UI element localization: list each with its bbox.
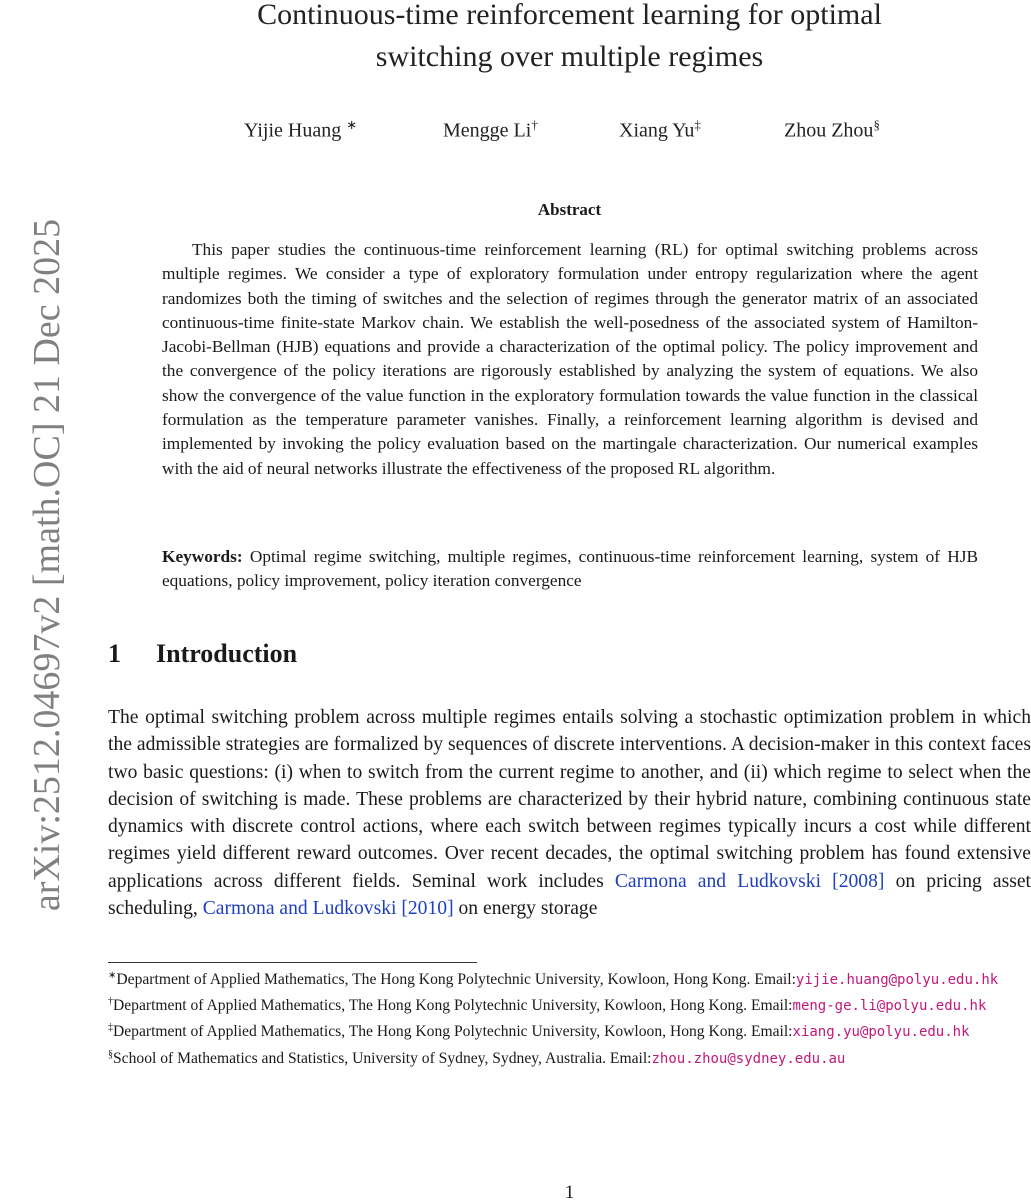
author-1-mark: ∗ (346, 117, 358, 132)
abstract-text: This paper studies the continuous-time reinforcement learning (RL) for optimal switching problems across multiple regimes. We consider a type of exploratory formulation under entropy regularization where the agent randomizes both the timing of switches and the selection of regimes through the generator matrix of an associated continuous-time finite-state Markov chain. We establish the well-posedness of the associated system of Hamilton-Jacobi-Bellman (HJB) equations and provide a characterization of the optimal policy. The policy improvement and the convergence of the policy iterations are rigorously established by analyzing the system of equations. We also show the convergence of the value function in the exploratory formulation towards the value function in the classical formulation as the temperature parameter vanishes. Finally, a reinforcement learning algorithm is devised and implemented by invoking the policy evaluation based on the martingale characterization. Our numerical examples with the aid of neural networks illustrate the effectiveness of the proposed RL algorithm. (162, 240, 978, 478)
citation-link-2[interactable]: Carmona and Ludkovski [2010] (202, 898, 454, 920)
author-2: Mengge Li† (443, 117, 538, 142)
footnote-2: †Department of Applied Mathematics, The Hong Kong Polytechnic University, Kowloon, Hong Kong. Email:meng-ge.li@polyu.edu.hk (108, 996, 987, 1015)
footnote-3: ‡Department of Applied Mathematics, The Hong Kong Polytechnic University, Kowloon, Hong Kong. Email:xiang.yu@polyu.edu.hk (108, 1022, 970, 1041)
paper-title (108, 0, 1031, 78)
page-number: 1 (564, 1182, 575, 1203)
keywords-label: Keywords: (162, 547, 243, 566)
footnotes (108, 965, 1031, 1070)
author-1: Yijie Huang ∗ (244, 117, 358, 142)
keywords (162, 545, 978, 593)
email-link-1[interactable]: yijie.huang@polyu.edu.hk (795, 972, 999, 989)
footnote-1: ∗Department of Applied Mathematics, The Hong Kong Polytechnic University, Kowloon, Hong Kong. Email:yijie.huang@polyu.edu.hk (108, 970, 999, 989)
section-number: 1 (108, 639, 121, 668)
author-3-mark: ‡ (694, 117, 701, 132)
abstract-heading: Abstract (537, 200, 602, 219)
author-2-mark: † (531, 117, 538, 132)
author-3: Xiang Yu‡ (619, 117, 701, 142)
section-title: Introduction (156, 639, 298, 668)
author-4: Zhou Zhou§ (784, 117, 880, 142)
intro-paragraph: The optimal switching problem across multiple regimes entails solving a stochastic optimization problem in which the admissible strategies are formalized by sequences of discrete interventions. A decision-maker in this context faces two basic questions: (i) when to switch from the current regime to another, and (ii) which regime to select when the decision of switching is made. These problems are characterized by their hybrid nature, combining continuous state dynamics with discrete control actions, where each switch between regimes typically incurs a cost while different regimes yield different reward outcomes. Over recent decades, the optimal switching problem has found extensive applications across different fields. Seminal work includes Carmona and Ludkovski [2008] on pricing asset scheduling, Carmona and Ludkovski [2010] on energy storage (108, 707, 1031, 920)
email-link-4[interactable]: zhou.zhou@sydney.edu.au (651, 1050, 846, 1067)
title-line-1: Continuous-time reinforcement learning for optimal (257, 0, 882, 31)
email-link-2[interactable]: meng-ge.li@polyu.edu.hk (792, 998, 987, 1015)
footnote-4: §School of Mathematics and Statistics, University of Sydney, Sydney, Australia. Email:zhou.zhou@sydney.edu.au (108, 1048, 846, 1067)
arxiv-stamp: arXiv:2512.04697v2 [math.OC] 21 Dec 2025 (26, 218, 68, 912)
title-line-2: switching over multiple regimes (375, 40, 764, 73)
author-4-mark: § (873, 117, 880, 132)
footnote-rule (108, 962, 477, 963)
email-link-3[interactable]: xiang.yu@polyu.edu.hk (792, 1024, 970, 1041)
citation-link-1[interactable]: Carmona and Ludkovski [2008] (614, 870, 885, 892)
section-heading (108, 639, 297, 669)
keywords-text: Optimal regime switching, multiple regimes, continuous-time reinforcement learning, system of HJB equations, policy improvement, policy iteration convergence (162, 547, 978, 590)
